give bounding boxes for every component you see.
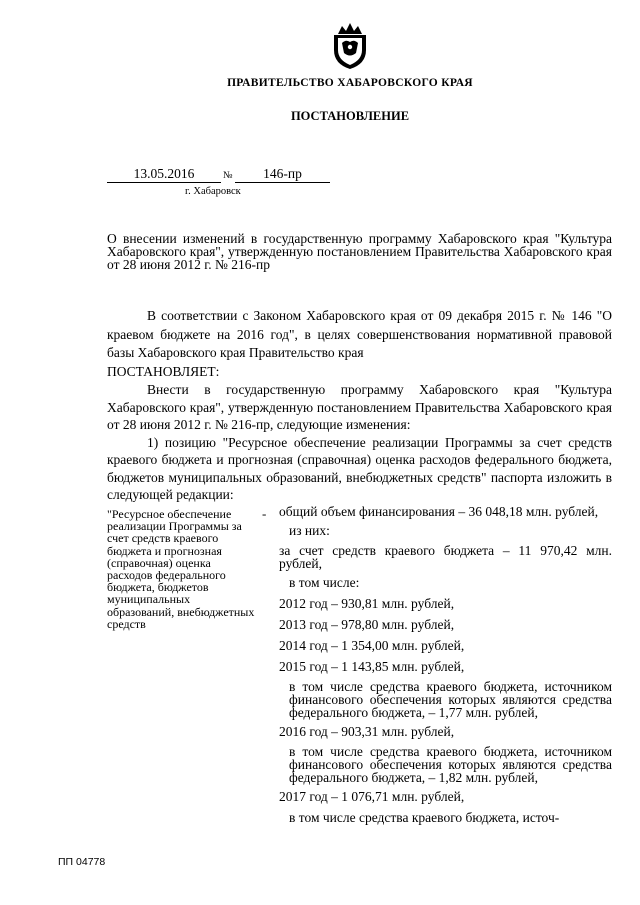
- decree-subject: О внесении изменений в государственную программу Хабаровского края "Культура Хабаровского края", утвержденную постановлением Правительства Хабаровского края от 28 июня 2012 г. № 216-пр: [107, 231, 612, 272]
- year-2015-note: в том числе средства краевого бюджета, источником финансового обеспечения которых являются средства федерального бюджета, – 1,77 млн. рублей,: [289, 679, 612, 720]
- decree-number: 146-пр: [235, 166, 330, 183]
- year-2017-note: в том числе средства краевого бюджета, источ-: [289, 810, 560, 825]
- resolves-heading: ПОСТАНОВЛЯЕТ:: [107, 363, 220, 379]
- year-2014: 2014 год – 1 354,00 млн. рублей,: [279, 638, 465, 653]
- preamble-paragraph: В соответствии с Законом Хабаровского края от 09 декабря 2015 г. № 146 "О краевом бюджете на 2016 год", в целях совершенствования нормативной правовой базы Хабаровского края Правительство края: [107, 308, 612, 360]
- passport-position-label: "Ресурсное обеспечение реализации Программы за счет средств краевого бюджета и прогнозная (справочная) оценка расходов федерального бюджета, бюджетов муниципальных образований, внебюджетных средств: [107, 507, 255, 631]
- passport-position-value: [279, 505, 612, 826]
- year-2017: 2017 год – 1 076,71 млн. рублей,: [279, 789, 465, 804]
- year-2012: 2012 год – 930,81 млн. рублей,: [279, 596, 455, 611]
- of-them: из них:: [289, 523, 330, 538]
- government-name: ПРАВИТЕЛЬСТВО ХАБАРОВСКОГО КРАЯ: [227, 77, 473, 89]
- decree-date: 13.05.2016: [107, 166, 221, 183]
- passport-dash: -: [262, 506, 267, 521]
- year-2013: 2013 год – 978,80 млн. рублей,: [279, 617, 455, 632]
- amendment-paragraph: Внести в государственную программу Хабаровского края "Культура Хабаровского края", утвержденную постановлением Правительства Хабаровского края от 28 июня 2012 г. № 216-пр, следующие изменения:: [107, 382, 612, 432]
- regional-budget: за счет средств краевого бюджета – 11 970,42 млн. рублей,: [279, 543, 612, 571]
- khabarovsk-coat-of-arms-icon: [328, 20, 372, 70]
- document-type: ПОСТАНОВЛЕНИЕ: [290, 109, 410, 123]
- city: г. Хабаровск: [185, 186, 241, 197]
- year-2016-note: в том числе средства краевого бюджета, источником финансового обеспечения которых являются средства федерального бюджета, – 1,82 млн. рублей,: [289, 744, 612, 785]
- item-1-paragraph: 1) позицию "Ресурсное обеспечение реализации Программы за счет средств краевого бюджета и прогнозная (справочная) оценка расходов федерального бюджета, бюджетов муниципальных образований, внебюджетных средств" паспорта изложить в следующей редакции:: [107, 434, 612, 502]
- year-2016: 2016 год – 903,31 млн. рублей,: [279, 724, 455, 739]
- year-2015: 2015 год – 1 143,85 млн. рублей,: [279, 659, 465, 674]
- decree-body: [107, 307, 612, 504]
- including: в том числе:: [289, 575, 360, 590]
- number-sign: №: [223, 170, 233, 181]
- document-code: ПП 04778: [58, 856, 106, 868]
- total-financing: общий объем финансирования – 36 048,18 млн. рублей,: [279, 504, 599, 519]
